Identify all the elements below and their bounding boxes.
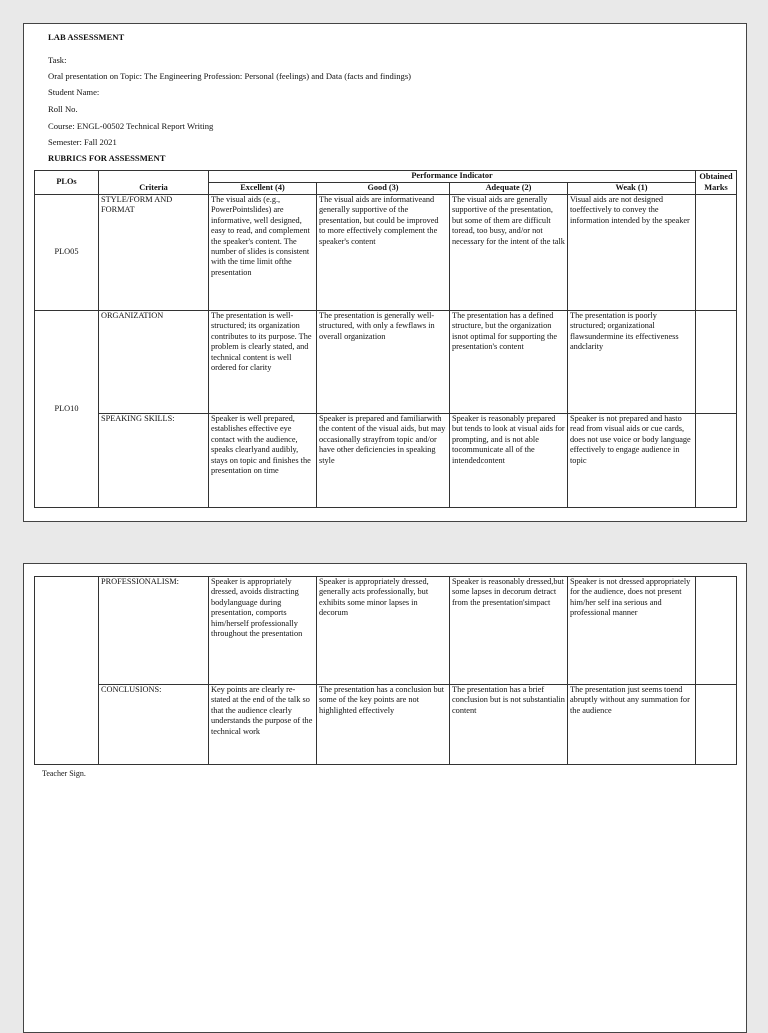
table-row [35,577,737,685]
criteria-cell: CONCLUSIONS: [99,685,209,765]
weak-cell: Speaker is not prepared and hasto read from visual aids or cue cards, does not use voice or body language effectively to engage audience in topic [568,414,696,508]
plo-cell: PLO10 [35,311,99,508]
obtained-marks-cell[interactable] [696,685,737,765]
weak-cell: Visual aids are not designed toeffectively to convey the information intended by the speaker [568,195,696,311]
page-title: LAB ASSESSMENT [48,32,125,42]
good-cell: The presentation has a conclusion but some of the key points are not highlighted effectively [317,685,450,765]
excellent-cell: Key points are clearly re-stated at the end of the talk so that the audience clearly understands the purpose of the technical work [209,685,317,765]
adequate-cell: The presentation has a defined structure, but the organization isnot optimal for supporting the presentation's content [450,311,568,414]
good-cell: Speaker is appropriately dressed, generally acts professionally, but exhibits some minor lapses in decorum [317,577,450,685]
rubrics-heading: RUBRICS FOR ASSESSMENT [48,153,166,163]
excellent-cell: The visual aids (e.g., PowerPointslides) are informative, well designed, easy to read, and complement the speaker's content. The number of slides is consistent with the time limit ofthe presentation [209,195,317,311]
table-row [35,414,737,508]
rubric-table [34,170,737,508]
plo-cell [35,577,99,765]
obtained-marks-header: Obtained Marks [696,171,737,195]
table-row [35,195,737,311]
rubric-table-continued [34,576,737,765]
excellent-cell: Speaker is appropriately dressed, avoids distracting bodylanguage during presentation, comports him/herself professionally throughout the presentation [209,577,317,685]
obtained-marks-cell[interactable] [696,311,737,414]
weak-header: Weak (1) [568,183,696,195]
roll-no-line: Roll No. [48,104,78,114]
good-cell: The visual aids are informativeand generally supportive of the presentation, but could be improved to more effectively complement the speaker's content [317,195,450,311]
excellent-header: Excellent (4) [209,183,317,195]
task-label: Task: [48,55,67,65]
weak-cell: The presentation just seems toend abruptly without any summation for the audience [568,685,696,765]
course-line: Course: ENGL-00502 Technical Report Writing [48,121,214,131]
page-1 [23,23,747,522]
good-header: Good (3) [317,183,450,195]
student-name-line: Student Name: [48,87,100,97]
adequate-header: Adequate (2) [450,183,568,195]
obtained-marks-cell[interactable] [696,195,737,311]
weak-cell: The presentation is poorly structured; organizational flawsundermine its effectiveness andclarity [568,311,696,414]
good-cell: The presentation is generally well-structured, with only a fewflaws in overall organization [317,311,450,414]
adequate-cell: Speaker is reasonably prepared but tends to look at visual aids for prompting, and is not able tocommunicate all of the intendedcontent [450,414,568,508]
adequate-cell: The presentation has a brief conclusion but is not substantialin content [450,685,568,765]
adequate-cell: Speaker is reasonably dressed,but some lapses in decorum detract from the presentation'simpact [450,577,568,685]
obtained-marks-cell[interactable] [696,414,737,508]
weak-cell: Speaker is not dressed appropriately for the audience, does not present him/her self ina serious and professional manner [568,577,696,685]
page-2 [23,563,747,1033]
obtained-marks-cell[interactable] [696,577,737,685]
excellent-cell: Speaker is well prepared, establishes effective eye contact with the audience, speaks clearlyand audibly, stays on topic and finishes the presentation on time [209,414,317,508]
topic-line: Oral presentation on Topic: The Engineering Profession: Personal (feelings) and Data (facts and findings) [48,71,412,81]
criteria-cell: STYLE/FORM AND FORMAT [99,195,209,311]
criteria-header: Criteria [99,183,209,195]
excellent-cell: The presentation is well- structured; its organization contributes to its purpose. The problem is clearly stated, and technical content is well ordered for clarity [209,311,317,414]
table-row [35,311,737,414]
teacher-sign-label: Teacher Sign. [42,769,86,778]
criteria-cell: SPEAKING SKILLS: [99,414,209,508]
performance-indicator-header: Performance Indicator [209,171,696,183]
criteria-cell: PROFESSIONALISM: [99,577,209,685]
plos-header: PLOs [35,171,99,195]
criteria-cell: ORGANIZATION [99,311,209,414]
good-cell: Speaker is prepared and familiarwith the content of the visual aids, but may occasionally strayfrom topic and/or have other deficiencies in speaking style [317,414,450,508]
semester-line: Semester: Fall 2021 [48,137,117,147]
table-row [35,685,737,765]
adequate-cell: The visual aids are generally supportive of the presentation, but some of them are difficult toread, too busy, and/or not necessary for the intent of the talk [450,195,568,311]
plo-cell: PLO05 [35,195,99,311]
